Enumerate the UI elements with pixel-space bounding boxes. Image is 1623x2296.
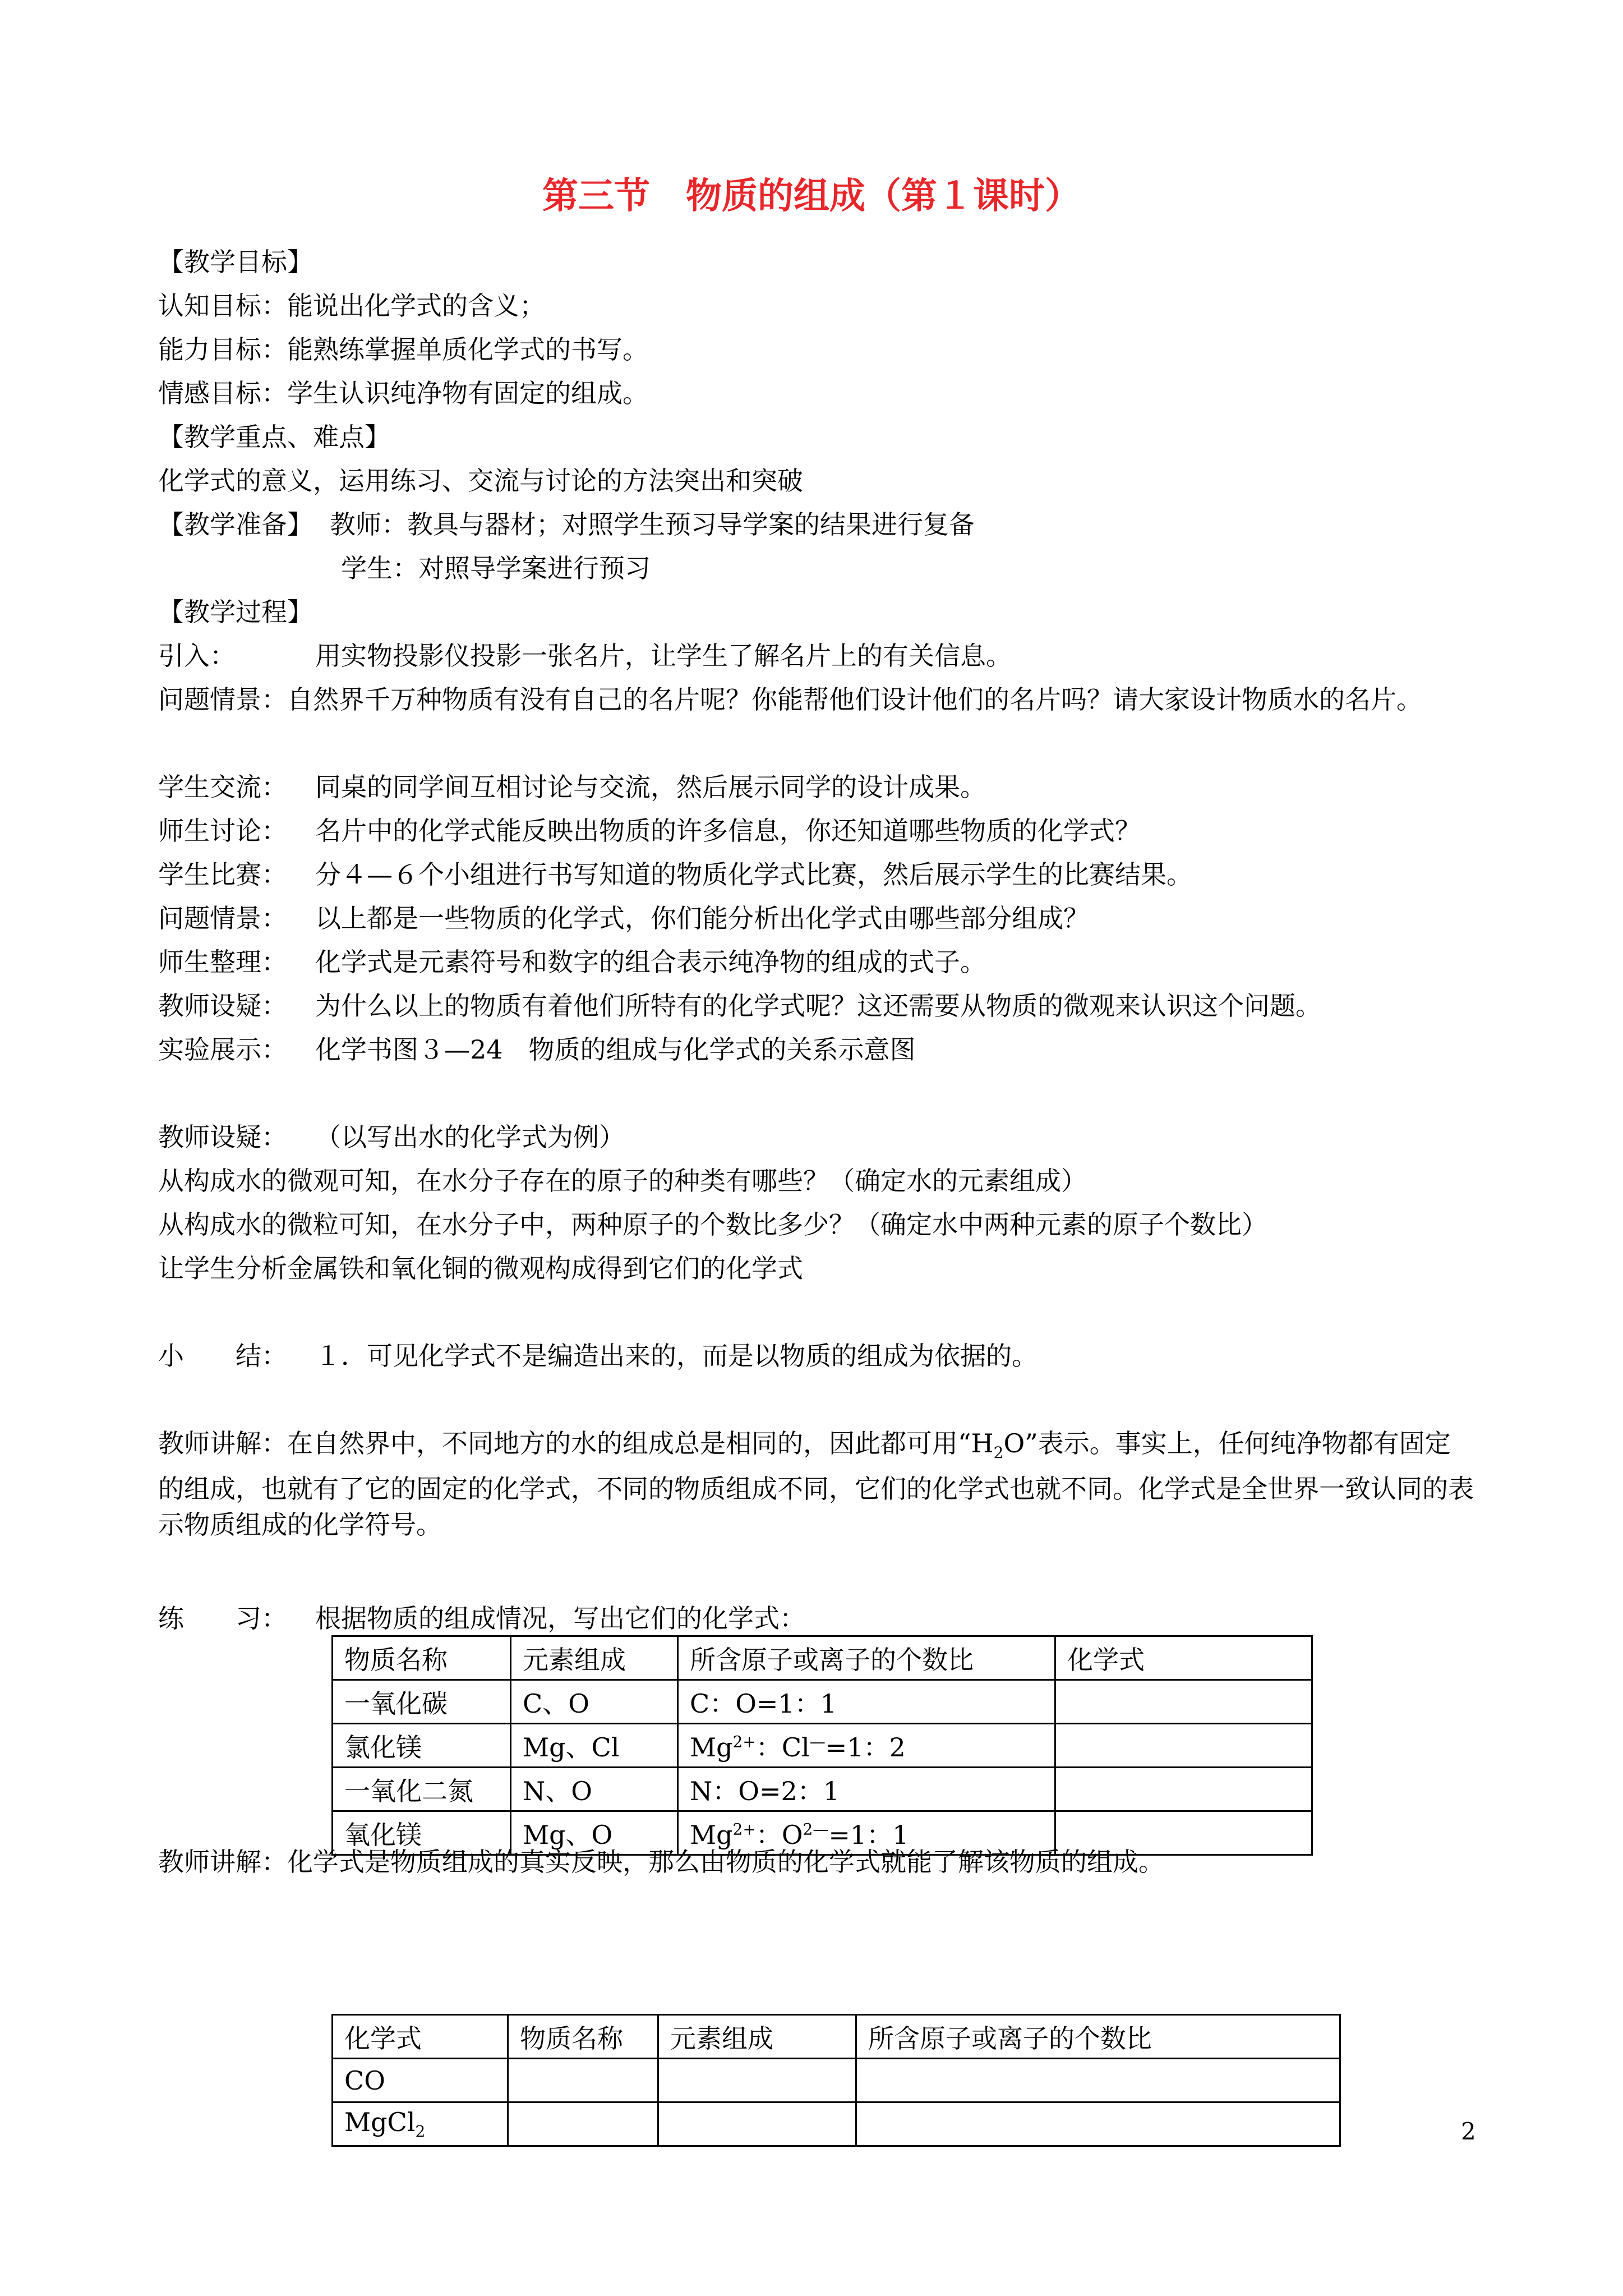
- table-header: 所含原子或离子的个数比: [856, 2015, 1340, 2059]
- table-cell: 一氧化碳: [333, 1680, 511, 1724]
- superscript: —: [809, 1732, 826, 1751]
- process-text: 以上都是一些物质的化学式，你们能分析出化学式由哪些部分组成？: [315, 903, 1089, 933]
- process-label: 学生交流：: [158, 772, 287, 802]
- process-header: 【教学过程】: [158, 597, 313, 627]
- table-row: [333, 1768, 1312, 1811]
- process-text: 用实物投影仪投影一张名片，让学生了解名片上的有关信息。: [315, 641, 1012, 671]
- process-label: 师生讨论：: [158, 816, 287, 846]
- table-cell: [333, 2102, 508, 2146]
- answer-cell[interactable]: [508, 2059, 658, 2102]
- teacher-explain-2: [158, 1844, 1164, 1880]
- summary: [158, 1338, 1038, 1374]
- table-cell: Mg、Cl: [511, 1724, 678, 1768]
- table-cell: 一氧化二氮: [333, 1768, 511, 1811]
- explain-label: 教师讲解：: [158, 1428, 287, 1458]
- objective-cognitive: 认知目标：能说出化学式的含义；: [158, 291, 545, 321]
- process-label: 问题情景：: [158, 903, 287, 933]
- ratio-text: =1：1: [828, 1819, 909, 1850]
- page-number: 2: [1461, 2118, 1476, 2145]
- superscript: 2+: [732, 1820, 756, 1839]
- objective-ability: 能力目标：能熟练掌握单质化学式的书写。: [158, 334, 648, 365]
- table-cell: C、O: [511, 1680, 678, 1724]
- table-row: [333, 2059, 1340, 2102]
- table-header: 化学式: [333, 2015, 508, 2059]
- page-title: 第三节 物质的组成（第１课时）: [542, 176, 1081, 217]
- practice: [158, 1600, 805, 1636]
- process-label: 问题情景：: [158, 684, 287, 715]
- prep-student: 学生：对照导学案进行预习: [341, 553, 651, 583]
- process-text: 为什么以上的物质有着他们所特有的化学式呢？这还需要从物质的微观来认识这个问题。: [315, 991, 1321, 1021]
- process-item: [158, 900, 1089, 936]
- table-header: 所含原子或离子的个数比: [678, 1636, 1055, 1680]
- ratio-text: Mg: [690, 1732, 733, 1763]
- process-item: [158, 988, 1321, 1024]
- question-item: 从构成水的微粒可知，在水分子中，两种原子的个数比多少？（确定水中两种元素的原子个数比）: [158, 1209, 1267, 1240]
- ratio-text: N：O=2：1: [690, 1775, 840, 1806]
- ratio-text: Mg: [690, 1819, 733, 1850]
- formula-text: CO: [344, 2065, 385, 2096]
- table-cell: N、O: [511, 1768, 678, 1811]
- process-item: [158, 813, 1141, 849]
- table-header: 化学式: [1055, 1636, 1312, 1680]
- table-header: 元素组成: [658, 2015, 856, 2059]
- table-cell: [333, 2059, 508, 2102]
- table-row: [333, 1680, 1312, 1724]
- process-label: 教师设疑：: [158, 991, 287, 1021]
- process-label: 引入：: [158, 641, 236, 671]
- explain-text: O”表示。事实上，任何纯净物都有固定的组成，也就有了它的固定的化学式，不同的物质组成不同，它们的化学式也就不同。化学式是全世界一致认同的表示物质组成的化学符号。: [158, 1428, 1474, 1540]
- process-item: [158, 769, 986, 805]
- answer-cell[interactable]: [658, 2102, 856, 2146]
- explain-label: 教师讲解：: [158, 1847, 287, 1877]
- table-cell: 氯化镁: [333, 1724, 511, 1768]
- process-item: [158, 682, 1476, 717]
- formula-text: MgCl: [344, 2107, 416, 2138]
- process-text: 化学式是元素符号和数字的组合表示纯净物的组成的式子。: [315, 947, 986, 977]
- question-item: 让学生分析金属铁和氧化铜的微观构成得到它们的化学式: [158, 1253, 803, 1283]
- answer-cell[interactable]: [856, 2102, 1340, 2146]
- ratio-text: =1：2: [825, 1732, 906, 1763]
- subscript: 2: [993, 1443, 1004, 1462]
- prep-header: 【教学准备】: [158, 509, 313, 540]
- ratio-text: C：O=1：1: [690, 1688, 837, 1719]
- formula-answer-cell[interactable]: [1055, 1724, 1312, 1768]
- table-cell: 氧化镁: [333, 1811, 511, 1855]
- summary-label: 小 结：: [158, 1341, 287, 1371]
- explain-text: 化学式是物质组成的真实反映，那么由物质的化学式就能了解该物质的组成。: [287, 1847, 1164, 1877]
- prep-row: [158, 507, 975, 542]
- practice-text: 根据物质的组成情况，写出它们的化学式：: [315, 1603, 805, 1634]
- key-text: 化学式的意义，运用练习、交流与讨论的方法突出和突破: [158, 466, 803, 496]
- formula-answer-cell[interactable]: [1055, 1680, 1312, 1724]
- answer-cell[interactable]: [658, 2059, 856, 2102]
- formula-answer-cell[interactable]: [1055, 1768, 1312, 1811]
- table-cell: Mg、O: [511, 1811, 678, 1855]
- table-row: [333, 2102, 1340, 2146]
- superscript: 2+: [732, 1732, 756, 1751]
- reverse-table: [331, 2014, 1341, 2147]
- table-row: [333, 1724, 1312, 1768]
- answer-cell[interactable]: [856, 2059, 1340, 2102]
- process-text: 分４—６个小组进行书写知道的物质化学式比赛，然后展示学生的比赛结果。: [315, 859, 1192, 890]
- process-text: 同桌的同学间互相讨论与交流，然后展示同学的设计成果。: [315, 772, 986, 802]
- superscript: 2—: [803, 1820, 829, 1839]
- explain-text: 在自然界中，不同地方的水的组成总是相同的，因此都可用“H: [287, 1428, 994, 1458]
- question-item: 从构成水的微观可知，在水分子存在的原子的种类有哪些？（确定水的元素组成）: [158, 1166, 1087, 1196]
- process-text: 自然界千万种物质有没有自己的名片呢？你能帮他们设计他们的名片吗？请大家设计物质水的名片。: [287, 684, 1422, 715]
- table-cell: [678, 1680, 1055, 1724]
- process-item: [158, 944, 986, 980]
- process-label: 实验展示：: [158, 1034, 287, 1065]
- teacher-question-label: 教师设疑：: [158, 1122, 287, 1152]
- process-label: 师生整理：: [158, 947, 287, 977]
- practice-label: 练 习：: [158, 1603, 287, 1634]
- process-text: 化学书图３—24 物质的组成与化学式的关系示意图: [315, 1034, 916, 1065]
- table-header: 元素组成: [511, 1636, 678, 1680]
- table-cell: [678, 1724, 1055, 1768]
- table-header: 物质名称: [508, 2015, 658, 2059]
- process-text: 名片中的化学式能反映出物质的许多信息，你还知道哪些物质的化学式？: [315, 816, 1141, 846]
- prep-teacher: 教师：教具与器材；对照学生预习导学案的结果进行复备: [330, 509, 975, 540]
- answer-cell[interactable]: [508, 2102, 658, 2146]
- process-item: [158, 638, 1012, 674]
- objectives-header: 【教学目标】: [158, 247, 313, 277]
- table-header-row: [333, 1636, 1312, 1680]
- table-header: 物质名称: [333, 1636, 511, 1680]
- teacher-question: [158, 1119, 625, 1155]
- key-header: 【教学重点、难点】: [158, 422, 390, 452]
- table-header-row: [333, 2015, 1340, 2059]
- teacher-explain: [158, 1425, 1476, 1543]
- objective-emotion: 情感目标：学生认识纯净物有固定的组成。: [158, 378, 648, 408]
- ratio-text: ：Cl: [755, 1732, 810, 1763]
- table-cell: [678, 1768, 1055, 1811]
- subscript: 2: [415, 2122, 426, 2141]
- process-item: [158, 857, 1192, 892]
- process-item: [158, 1032, 916, 1068]
- process-label: 学生比赛：: [158, 859, 287, 890]
- summary-text: １．可见化学式不是编造出来的，而是以物质的组成为依据的。: [315, 1341, 1038, 1371]
- teacher-question-text: （以写出水的化学式为例）: [315, 1122, 625, 1152]
- ratio-text: ：O: [755, 1819, 803, 1850]
- formula-table: [331, 1635, 1313, 1856]
